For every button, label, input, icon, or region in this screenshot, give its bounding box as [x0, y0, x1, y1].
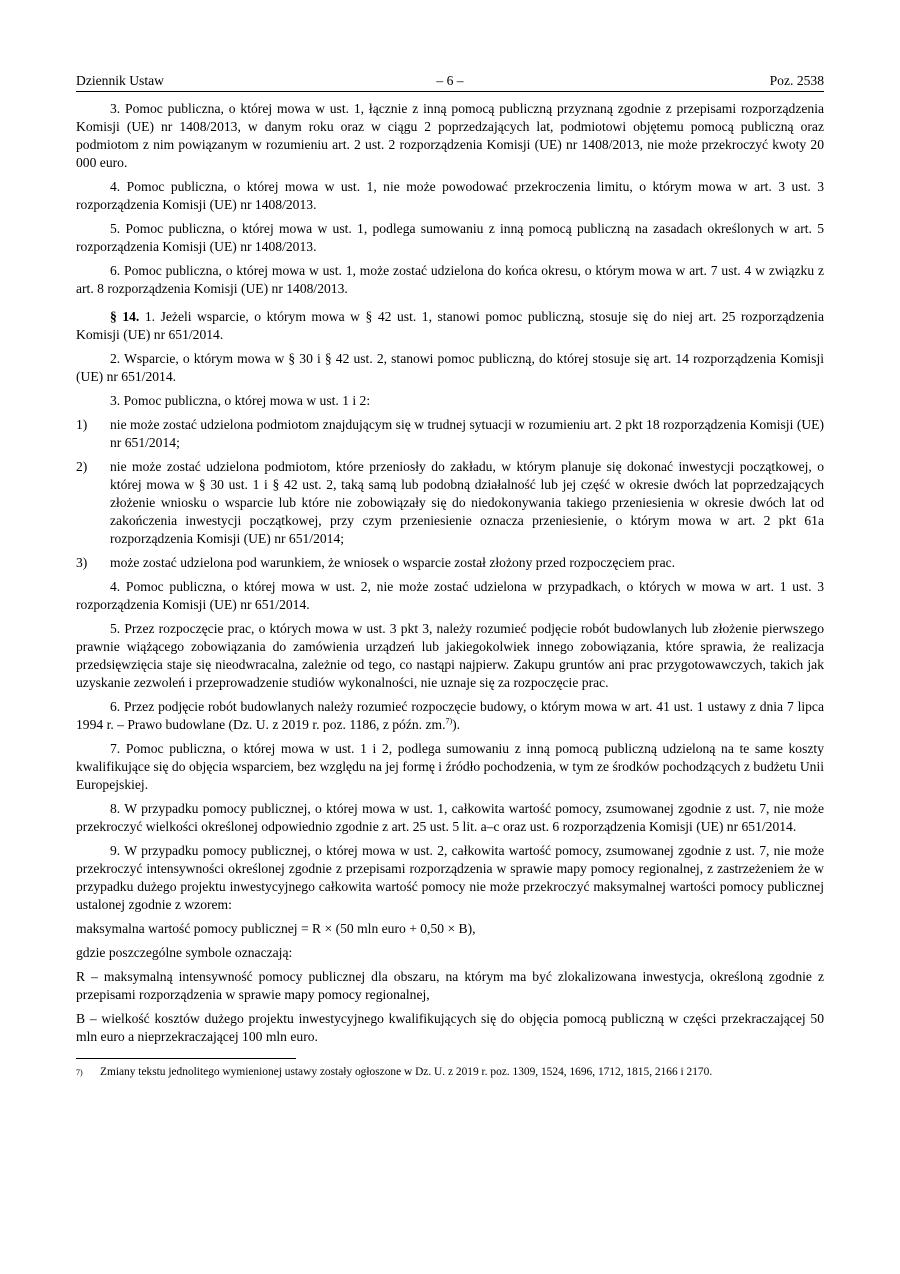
position-number: Poz. 2538	[769, 73, 824, 88]
list-item	[76, 416, 824, 452]
paragraph-13-4: 4. Pomoc publiczna, o której mowa w ust. 1, nie może powodować przekroczenia limitu, o którym mowa w art. 3 ust. 3 rozporządzenia Komisji (UE) nr 1408/2013.	[76, 179, 824, 212]
journal-title: Dziennik Ustaw	[76, 73, 164, 88]
paragraph-14-6	[76, 698, 824, 734]
paragraph-13-6: 6. Pomoc publiczna, o której mowa w ust. 1, może zostać udzielona do końca okresu, o którym mowa w art. 7 ust. 4 w związku z art. 8 rozporządzenia Komisji (UE) nr 1408/2013.	[76, 263, 824, 296]
paragraph-14-1-text: 1. Jeżeli wsparcie, o którym mowa w § 42 ust. 1, stanowi pomoc publiczną, stosuje się do niej art. 25 rozporządzenia Komisji (UE) nr 651/2014.	[76, 309, 824, 342]
paragraph-14-7: 7. Pomoc publiczna, o której mowa w ust. 1 i 2, podlega sumowaniu z inną pomocą publiczną udzieloną na te same koszty kwalifikujące się do objęcia wsparciem, bez względu na jej formę i źródło pochodzenia, w tym ze środków pochodzących z budżetu Unii Europejskiej.	[76, 741, 824, 792]
footnote	[76, 1065, 824, 1080]
paragraph-14-2: 2. Wsparcie, o którym mowa w § 30 i § 42 ust. 2, stanowi pomoc publiczną, do której stosuje się art. 14 rozporządzenia Komisji (UE) nr 651/2014.	[76, 351, 824, 384]
symbol-r-definition: R – maksymalną intensywność pomocy publicznej dla obszaru, na którym ma być zlokalizowana inwestycja, określoną zgodnie z przepisami rozporządzenia w sprawie mapy pomocy regionalnej,	[76, 969, 824, 1002]
footnote-text: Zmiany tekstu jednolitego wymienionej ustawy zostały ogłoszone w Dz. U. z 2019 r. poz. 1309, 1524, 1696, 1712, 1815, 2166 i 2170.	[100, 1066, 713, 1078]
footnote-number: 7)	[76, 1068, 83, 1077]
list-item-number: 3)	[76, 555, 88, 570]
list-item-text: nie może zostać udzielona podmiotom znajdującym się w trudnej sytuacji w rozumieniu art. 2 pkt 18 rozporządzenia Komisji (UE) nr 651/2014;	[110, 417, 824, 450]
list-item	[76, 554, 824, 572]
paragraph-14-3: 3. Pomoc publiczna, o której mowa w ust. 1 i 2:	[110, 393, 371, 408]
symbol-b-definition: B – wielkość kosztów dużego projektu inwestycyjnego kwalifikujących się do objęcia pomocą publiczną w części przekraczającej 50 mln euro a nieprzekraczającej 100 mln euro.	[76, 1011, 824, 1044]
page-header	[76, 72, 824, 92]
page-number: – 6 –	[436, 73, 464, 88]
paragraph-13-3: 3. Pomoc publiczna, o której mowa w ust. 1, łącznie z inną pomocą publiczną przyznaną zgodnie z przepisami rozporządzenia Komisji (UE) nr 1408/2013, w danym roku oraz w ciągu 2 poprzedzających lat, podmiotowi objętemu pomocą publiczną oraz podmiotom z nim powiązanym w rozumieniu art. 2 ust. 2 rozporządzenia Komisji (UE) nr 1408/2013, nie może przekroczyć kwoty 20 000 euro.	[76, 101, 824, 170]
list-item-number: 1)	[76, 417, 88, 432]
formula: maksymalna wartość pomocy publicznej = R × (50 mln euro + 0,50 × B),	[76, 921, 476, 936]
document-page	[76, 72, 824, 1080]
paragraph-14-9: 9. W przypadku pomocy publicznej, o której mowa w ust. 2, całkowita wartość pomocy, zsumowanej zgodnie z ust. 7, nie może przekroczyć intensywności określonej zgodnie z przepisami rozporządzenia w sprawie mapy pomocy regionalnej, z zastrzeżeniem że w przypadku dużego projektu inwestycyjnego całkowita wartość pomocy nie może przekroczyć maksymalnej wartości pomocy publicznej ustalonej zgodnie z wzorem:	[76, 843, 824, 912]
paragraph-14-8: 8. W przypadku pomocy publicznej, o której mowa w ust. 1, całkowita wartość pomocy, zsumowanej zgodnie z ust. 7, nie może przekroczyć wielkości określonej odpowiednio zgodnie z art. 25 ust. 5 lit. a–c oraz ust. 6 rozporządzenia Komisji (UE) nr 651/2014.	[76, 801, 824, 834]
footnote-reference[interactable]: 7)	[445, 716, 453, 726]
list-item-text: nie może zostać udzielona podmiotom, które przeniosły do zakładu, w którym planuje się dokonać inwestycji początkowej, o której mowa w § 30 ust. 1 i § 42 ust. 2, taką samą lub podobną działalność lub jej część w okresie dwóch lat poprzedzających złożenie wniosku o wsparcie lub które nie zobowiązały się do niedokonywania takiego przeniesienia w okresie dwóch lat od zakończenia inwestycji początkowej, przy czym przeniesienie oznacza przeniesienie, o którym mowa w art. 2 pkt 61a rozporządzenia Komisji (UE) nr 651/2014;	[110, 459, 824, 546]
paragraph-14-6-end: ).	[452, 717, 461, 732]
symbols-intro: gdzie poszczególne symbole oznaczają:	[76, 945, 293, 960]
paragraph-14-6-text: 6. Przez podjęcie robót budowlanych należy rozumieć rozpoczęcie budowy, o którym mowa w art. 41 ust. 1 ustawy z dnia 7 lipca 1994 r. – Prawo budowlane (Dz. U. z 2019 r. poz. 1186, z późn. zm.	[76, 699, 824, 732]
list-item-text: może zostać udzielona pod warunkiem, że wniosek o wsparcie został złożony przed rozpoczęciem prac.	[110, 555, 676, 570]
paragraph-14-5: 5. Przez rozpoczęcie prac, o których mowa w ust. 3 pkt 3, należy rozumieć podjęcie robót budowlanych lub złożenie pierwszego prawnie wiążącego zobowiązania do zamówienia urządzeń lub jakiegokolwiek innego zobowiązania, które sprawia, że realizacja przedsięwzięcia staje się nieodwracalna, zależnie od tego, co nastąpi najpierw. Zakupu gruntów ani prac przygotowawczych, takich jak uzyskanie zezwoleń i przeprowadzenie studiów wykonalności, nie uznaje się za rozpoczęcie prac.	[76, 621, 824, 690]
paragraph-14-1	[76, 308, 824, 344]
footnote-divider	[76, 1058, 296, 1059]
section-14-label: § 14.	[110, 309, 140, 324]
paragraph-14-4: 4. Pomoc publiczna, o której mowa w ust. 2, nie może zostać udzielona w przypadkach, o których w mowa w art. 1 ust. 3 rozporządzenia Komisji (UE) nr 651/2014.	[76, 579, 824, 612]
list-item	[76, 458, 824, 548]
paragraph-13-5: 5. Pomoc publiczna, o której mowa w ust. 1, podlega sumowaniu z inną pomocą publiczną na zasadach określonych w art. 5 rozporządzenia Komisji (UE) nr 1408/2013.	[76, 221, 824, 254]
list-item-number: 2)	[76, 459, 88, 474]
